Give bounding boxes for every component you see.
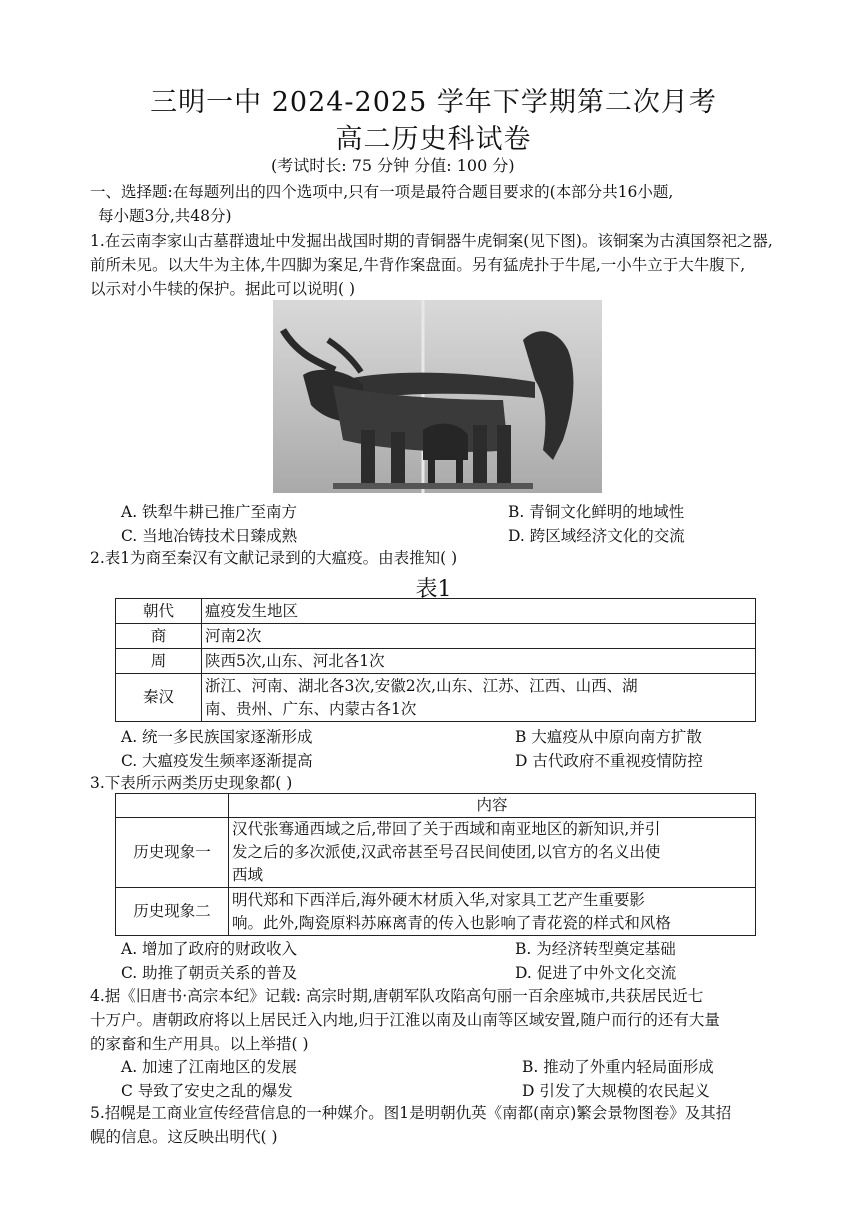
phenomenon-label: 历史现象一 [116,818,229,888]
table-row [116,649,756,674]
q2-option-d: D 古代政府不重视疫情防控 [515,752,703,770]
phenomena-table-header [116,794,756,818]
q4-option-d: D 引发了大规模的农民起义 [522,1082,710,1100]
q2-option-c: C. 大瘟疫发生频率逐渐提高 [121,752,313,770]
q2-option-a: A. 统一多民族国家逐渐形成 [121,728,313,746]
bronze-ox-tiger-illustration [273,300,602,493]
q1-option-d: D. 跨区域经济文化的交流 [508,527,685,545]
q1-stem-line2: 前所未见。以大牛为主体,牛四脚为案足,牛背作案盘面。另有猛虎扑于牛尾,一小牛立于大牛腹下, [90,256,746,274]
q1-option-c: C. 当地冶铸技术日臻成熟 [121,527,298,545]
dynasty-cell: 秦汉 [116,674,202,722]
q5-stem-line1: 5.招幌是工商业宣传经营信息的一种媒介。图1是明朝仇英《南都(南京)繁会景物图卷》及其招 [90,1104,732,1122]
region-cell [202,674,756,722]
q2-option-b: B 大瘟疫从中原向南方扩散 [515,728,702,746]
phenomenon-content [229,888,756,936]
header-content: 内容 [229,794,756,818]
q3-option-a: A. 增加了政府的财政收入 [121,940,298,958]
region-cell: 河南2次 [202,624,756,649]
q4-stem-line2: 十万户。唐朝政府将以上居民迁入内地,归于江淮以南及山南等区域安置,随户而行的还有大量 [90,1011,720,1029]
q1-option-b: B. 青铜文化鲜明的地域性 [508,503,685,521]
dynasty-cell: 商 [116,624,202,649]
header-region: 瘟疫发生地区 [202,599,756,624]
phenomenon-content [229,818,756,888]
q4-option-c: C 导致了安史之乱的爆发 [121,1082,293,1100]
table-row [116,818,756,888]
plague-table-header [116,599,756,624]
plague-table [115,598,756,722]
q3-option-d: D. 促进了中外文化交流 [515,964,677,982]
q1-stem-line1: 1.在云南李家山古墓群遗址中发掘出战国时期的青铜器牛虎铜案(见下图)。该铜案为古滇国祭祀之器, [90,232,773,250]
q1-stem-line3: 以示对小牛犊的保护。据此可以说明( ) [90,280,356,298]
bronze-ox-tiger-table-photo [273,300,602,493]
q5-stem-line2: 幌的信息。这反映出明代( ) [90,1128,278,1146]
q4-option-a: A. 加速了江南地区的发展 [121,1058,298,1076]
phenomenon-label: 历史现象二 [116,888,229,936]
content-line1: 汉代张骞通西域之后,带回了关于西域和南亚地区的新知识,并引 [232,820,661,838]
table-row [116,674,756,722]
region-line2: 南、贵州、广东、内蒙古各1次 [205,699,417,718]
dynasty-cell: 周 [116,649,202,674]
header-dynasty: 朝代 [116,599,202,624]
q1-option-a: A. 铁犁牛耕已推广至南方 [121,503,298,521]
exam-info: (考试时长: 75 分钟 分值: 100 分) [271,156,515,175]
region-cell: 陕西5次,山东、河北各1次 [202,649,756,674]
table-row [116,624,756,649]
section-heading-line1: 一、选择题:在每题列出的四个选项中,只有一项是最符合题目要求的(本部分共16小题, [90,183,674,201]
header-empty-cell [116,794,229,818]
content-line2: 响。此外,陶瓷原料苏麻离青的传入也影响了青花瓷的样式和风格 [232,913,671,932]
q4-stem-line3: 的家畜和生产用具。以上举措( ) [90,1035,309,1053]
content-line3: 西域 [232,866,264,884]
content-line2: 发之后的多次派使,汉武帝甚至号召民间使团,以官方的名义出使 [232,843,661,861]
q3-stem: 3.下表所示两类历史现象都( ) [90,774,293,792]
q4-stem-line1: 4.据《旧唐书·高宗本纪》记载: 高宗时期,唐朝军队攻陷高句丽一百余座城市,共获居民近七 [90,987,704,1005]
q2-stem: 2.表1为商至秦汉有文献记录到的大瘟疫。由表推知( ) [90,549,458,567]
table1-title: 表1 [415,577,452,602]
table-row [116,888,756,936]
exam-title: 三明一中 2024-2025 学年下学期第二次月考 [150,87,717,118]
history-phenomena-table [115,793,756,936]
region-line1: 浙江、河南、湖北各3次,安徽2次,山东、江苏、江西、山西、湖 [205,676,638,695]
q4-option-b: B. 推动了外重内轻局面形成 [522,1058,714,1076]
exam-subtitle: 高二历史科试卷 [335,124,532,155]
section-heading-line2: 每小题3分,共48分) [98,207,232,225]
content-line1: 明代郑和下西洋后,海外硬木材质入华,对家具工艺产生重要影 [232,890,645,909]
q3-option-c: C. 助推了朝贡关系的普及 [121,964,298,982]
q3-option-b: B. 为经济转型奠定基础 [515,940,676,958]
